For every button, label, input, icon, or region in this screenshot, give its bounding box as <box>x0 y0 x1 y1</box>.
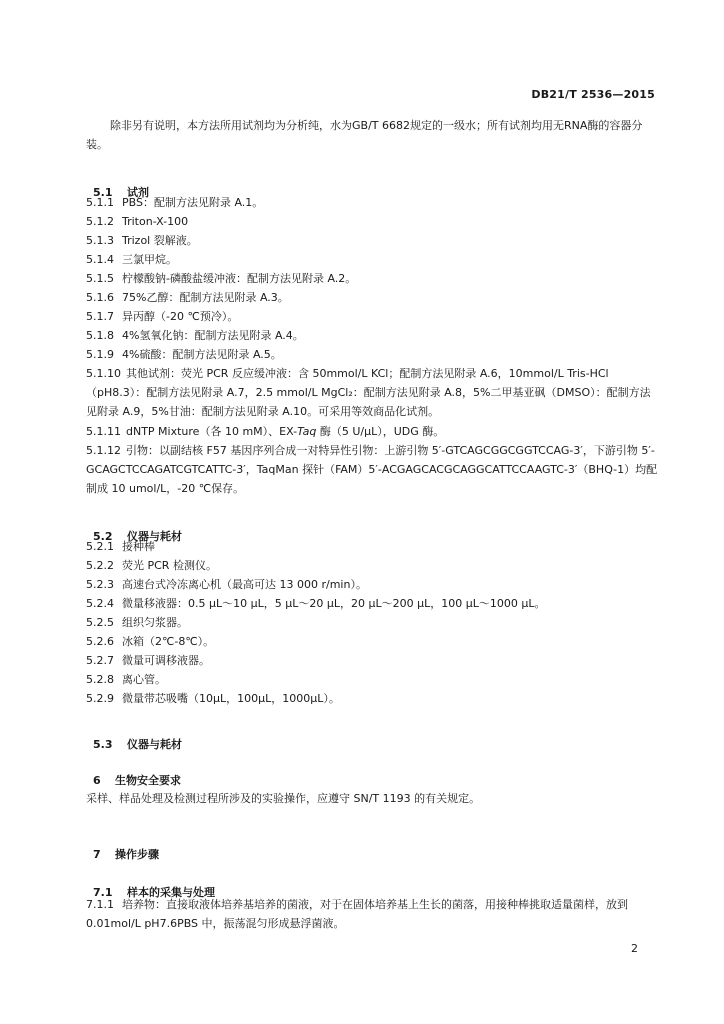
instrument-item <box>86 556 658 575</box>
section-title: 仪器与耗材 <box>127 530 182 543</box>
item-number: 5.1.1 <box>86 196 114 209</box>
item-number: 5.2.8 <box>86 673 114 686</box>
section-7-heading <box>86 826 658 864</box>
item-text: Triton-X-100 <box>122 215 189 228</box>
item-number: 5.2.4 <box>86 597 114 610</box>
item-text: 引物：以副结核 F57 基因序列合成一对特异性引物：上游引物 5′-GTCAGCGGCGGTCCAG-3′，下游引物 5′-GCAGCTCCAGATCGTCATTC-3′，TaqMan 探针（FAM）5′-ACGAGCACGCAGGCATTCCAAGTC-3′（BHQ-1）均配制成 10 umol/L，-20 ℃保存。 <box>86 444 658 495</box>
reagent-item <box>86 288 658 307</box>
item-text: 高速台式冷冻离心机（最高可达 13 000 r/min）。 <box>122 578 367 591</box>
item-number: 5.2.3 <box>86 578 114 591</box>
reagent-item-5-1-10 <box>86 364 658 421</box>
item-number: 5.1.12 <box>86 444 121 457</box>
reagent-item <box>86 269 658 288</box>
intro-paragraph: 除非另有说明，本方法所用试剂均为分析纯，水为GB/T 6682规定的一级水；所有试剂均用无RNA酶的容器分装。 <box>86 119 643 151</box>
section-title: 试剂 <box>127 186 149 199</box>
item-text: 其他试剂：荧光 PCR 反应缓冲液：含 50mmol/L KCl；配制方法见附录 A.6，10mmol/L Tris-HCl（pH8.3）：配制方法见附录 A.7，2.5 mmol/L MgCl₂：配制方法见附录 A.8，5%二甲基亚砜（DMSO）：配制方法见附录 A.9，5%甘油：配制方法见附录 A.10。可采用等效商品化试剂。 <box>86 367 651 418</box>
item-number: 5.2.6 <box>86 635 114 648</box>
instrument-item <box>86 689 658 708</box>
item-text: 微量可调移液器。 <box>122 654 210 667</box>
item-text: 组织匀浆器。 <box>122 616 188 629</box>
reagent-item <box>86 307 658 326</box>
instrument-item <box>86 670 658 689</box>
instrument-item <box>86 632 658 651</box>
instrument-item <box>86 575 658 594</box>
item-text: 离心管。 <box>122 673 166 686</box>
item-number: 5.1.4 <box>86 253 114 266</box>
section-title: 生物安全要求 <box>115 774 181 787</box>
item-text: 4%硫酸：配制方法见附录 A.5。 <box>122 348 282 361</box>
item-number: 5.1.6 <box>86 291 114 304</box>
item-number: 5.1.10 <box>86 367 121 380</box>
reagent-item <box>86 193 658 212</box>
reagent-item <box>86 345 658 364</box>
section-title: 样本的采集与处理 <box>127 886 215 899</box>
standard-number: DB21/T 2536—2015 <box>531 88 655 101</box>
item-text: 75%乙醇：配制方法见附录 A.3。 <box>122 291 289 304</box>
section-number: 5.2 <box>93 530 113 543</box>
reagent-item <box>86 326 658 345</box>
instrument-item <box>86 537 658 556</box>
instrument-item <box>86 613 658 632</box>
section-title: 操作步骤 <box>115 848 159 861</box>
section-number: 7.1 <box>93 886 113 899</box>
item-text: 三氯甲烷。 <box>122 253 177 266</box>
item-text: 微量带芯吸嘴（10μL，100μL，1000μL）。 <box>122 692 340 705</box>
reagent-item-5-1-11 <box>86 422 658 441</box>
item-text: 4%氢氧化钠：配制方法见附录 A.4。 <box>122 329 304 342</box>
item-text: 酶（5 U/μL），UDG 酶。 <box>316 425 445 438</box>
section-number: 5.3 <box>93 738 113 751</box>
item-text: 培养物：直接取液体培养基培养的菌液，对于在固体培养基上生长的菌落，用接种棒挑取适量菌样，放到 0.01mol/L pH7.6PBS 中，振荡混匀形成悬浮菌液。 <box>86 898 632 930</box>
item-number: 5.2.5 <box>86 616 114 629</box>
reagent-item <box>86 231 658 250</box>
item-number: 5.1.8 <box>86 329 114 342</box>
item-number: 5.1.3 <box>86 234 114 247</box>
section-5-3-heading <box>86 716 658 754</box>
item-text: PBS：配制方法见附录 A.1。 <box>122 196 264 209</box>
item-number: 5.2.1 <box>86 540 114 553</box>
item-number: 5.1.2 <box>86 215 114 228</box>
page-number: 2 <box>631 942 638 955</box>
item-number: 5.1.9 <box>86 348 114 361</box>
section-number: 6 <box>93 774 101 787</box>
item-number: 5.2.2 <box>86 559 114 572</box>
item-text: 柠檬酸钠-磷酸盐缓冲液：配制方法见附录 A.2。 <box>122 272 357 285</box>
section-title: 仪器与耗材 <box>127 738 182 751</box>
item-number: 5.2.9 <box>86 692 114 705</box>
item-number: 5.1.11 <box>86 425 121 438</box>
item-number: 5.2.7 <box>86 654 114 667</box>
taq-italic: Taq <box>297 425 317 438</box>
instrument-item <box>86 651 658 670</box>
item-number: 5.1.5 <box>86 272 114 285</box>
item-text: 微量移液器：0.5 μL～10 μL，5 μL～20 μL，20 μL～200 μL，100 μL～1000 μL。 <box>122 597 546 610</box>
section-6-heading <box>86 752 658 790</box>
section-number: 5.1 <box>93 186 113 199</box>
item-text: 异丙醇（-20 ℃预冷）。 <box>122 310 239 323</box>
section-number: 7 <box>93 848 101 861</box>
item-number: 7.1.1 <box>86 898 114 911</box>
item-text: 接种棒 <box>122 540 155 553</box>
item-text: Trizol 裂解液。 <box>122 234 198 247</box>
item-text: dNTP Mixture（各 10 mM）、EX- <box>126 425 298 438</box>
item-7-1-1 <box>86 895 658 933</box>
reagent-item <box>86 212 658 231</box>
reagent-item <box>86 250 658 269</box>
reagent-item-5-1-12 <box>86 441 658 498</box>
item-text: 冰箱（2℃-8℃）。 <box>122 635 215 648</box>
instrument-item <box>86 594 658 613</box>
item-text: 荧光 PCR 检测仪。 <box>122 559 217 572</box>
section-6-paragraph: 采样、样品处理及检测过程所涉及的实验操作，应遵守 SN/T 1193 的有关规定。 <box>86 792 481 805</box>
item-number: 5.1.7 <box>86 310 114 323</box>
